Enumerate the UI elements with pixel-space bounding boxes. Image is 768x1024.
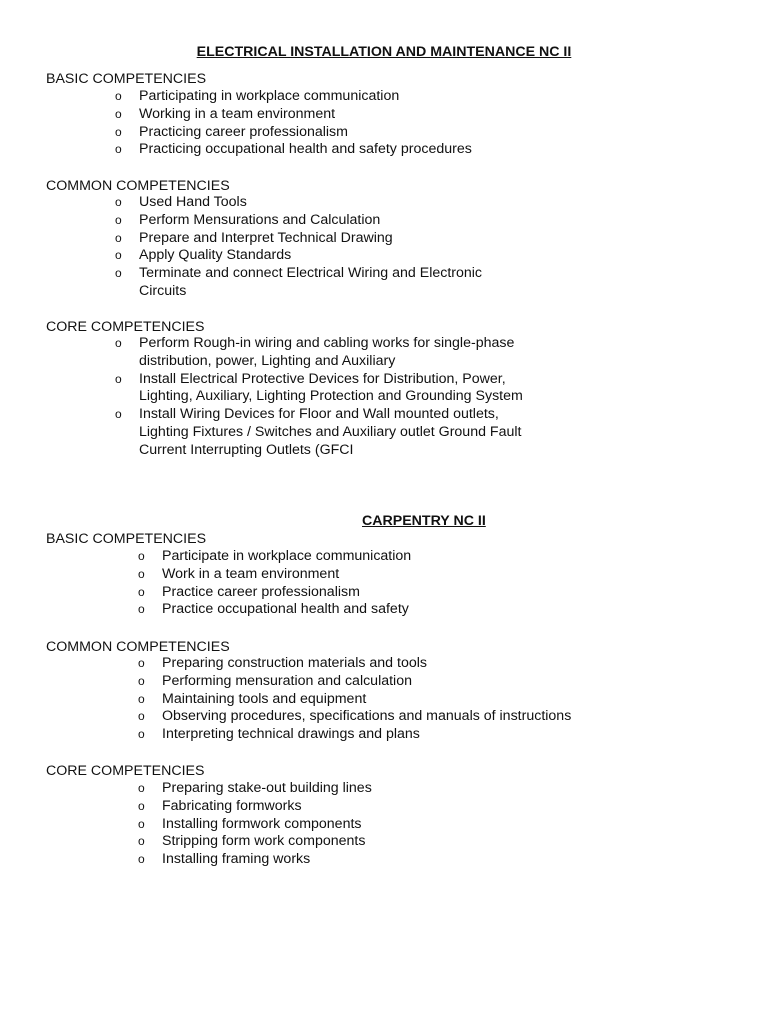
bullet-icon: o (138, 691, 145, 706)
bullet-icon: o (115, 266, 122, 281)
list-item: o Practicing occupational health and safety procedures (115, 141, 472, 158)
bullet-icon: o (138, 834, 145, 849)
bullet-icon: o (138, 549, 145, 563)
list-item: o Practice occupational health and safety (138, 601, 409, 618)
list-item: o Prepare and Interpret Technical Drawing (115, 229, 393, 246)
heading-core-competencies: CORE COMPETENCIES (46, 319, 205, 335)
list-item: o Practice career professionalism (138, 583, 360, 600)
bullet-icon: o (138, 781, 145, 795)
common-competencies-list (115, 194, 579, 301)
list-item: o Preparing stake-out building lines (138, 780, 372, 796)
heading-basic-competencies: BASIC COMPETENCIES (46, 531, 207, 547)
list-item: o Fabricating formworks (138, 797, 302, 814)
list-item: o Stripping form work components (138, 833, 366, 850)
list-item: o Perform Rough-in wiring and cabling works for single-phase distribution, power, Lighting and Auxiliary (115, 335, 515, 369)
list-item: o Work in a team environment (138, 565, 340, 582)
bullet-icon: o (138, 673, 145, 688)
bullet-icon: o (115, 124, 122, 139)
bullet-icon: o (115, 212, 122, 227)
bullet-icon: o (115, 248, 122, 263)
heading-common-competencies: COMMON COMPETENCIES (46, 639, 230, 655)
common-competencies-list (138, 655, 642, 744)
bullet-icon: o (115, 371, 122, 386)
bullet-icon: o (138, 816, 145, 831)
list-item: o Maintaining tools and equipment (138, 690, 367, 707)
list-item: o Apply Quality Standards (115, 247, 292, 264)
heading-basic-competencies: BASIC COMPETENCIES (46, 71, 207, 87)
list-item: o Participate in workplace communication (138, 548, 412, 564)
list-item: o Installing formwork components (138, 815, 362, 832)
basic-competencies-list (138, 548, 642, 619)
list-item: o Installing framing works (138, 851, 311, 868)
bullet-icon: o (138, 602, 145, 617)
heading-common-competencies: COMMON COMPETENCIES (46, 178, 230, 194)
bullet-icon: o (115, 407, 122, 422)
core-competencies-list (115, 335, 579, 460)
bullet-icon: o (115, 89, 122, 103)
core-competencies-list (138, 780, 642, 869)
list-item: o Observing procedures, specifications and manuals of instructions (138, 708, 572, 725)
bullet-icon: o (115, 106, 122, 121)
list-item: o Used Hand Tools (115, 194, 247, 210)
bullet-icon: o (115, 195, 122, 209)
bullet-icon: o (115, 336, 122, 350)
list-item: o Working in a team environment (115, 105, 336, 122)
basic-competencies-list (115, 88, 579, 159)
list-item: o Interpreting technical drawings and plans (138, 726, 420, 743)
list-item: o Performing mensuration and calculation (138, 672, 412, 689)
bullet-icon: o (115, 142, 122, 157)
bullet-icon: o (138, 656, 145, 670)
bullet-icon: o (138, 584, 145, 599)
list-item: o Preparing construction materials and tools (138, 655, 427, 671)
section-title-carpentry: CARPENTRY NC II (362, 513, 486, 529)
bullet-icon: o (138, 566, 145, 581)
list-item: o Perform Mensurations and Calculation (115, 211, 381, 228)
section-title-electrical: ELECTRICAL INSTALLATION AND MAINTENANCE NC II (196, 44, 572, 60)
bullet-icon: o (138, 727, 145, 742)
list-item: o Practicing career professionalism (115, 123, 348, 140)
heading-core-competencies: CORE COMPETENCIES (46, 763, 205, 779)
bullet-icon: o (138, 852, 145, 867)
bullet-icon: o (115, 230, 122, 245)
list-item: o Install Wiring Devices for Floor and Wall mounted outlets, Lighting Fixtures / Switches and Auxiliary outlet Ground Fault Current Interrupting Outlets (GFCI (115, 406, 522, 458)
list-item: o Install Electrical Protective Devices for Distribution, Power, Lighting, Auxiliary, Lighting Protection and Grounding System (115, 370, 523, 405)
bullet-icon: o (138, 709, 145, 724)
bullet-icon: o (138, 798, 145, 813)
list-item: o Participating in workplace communication (115, 88, 400, 104)
list-item: o Terminate and connect Electrical Wiring and Electronic Circuits (115, 265, 483, 299)
